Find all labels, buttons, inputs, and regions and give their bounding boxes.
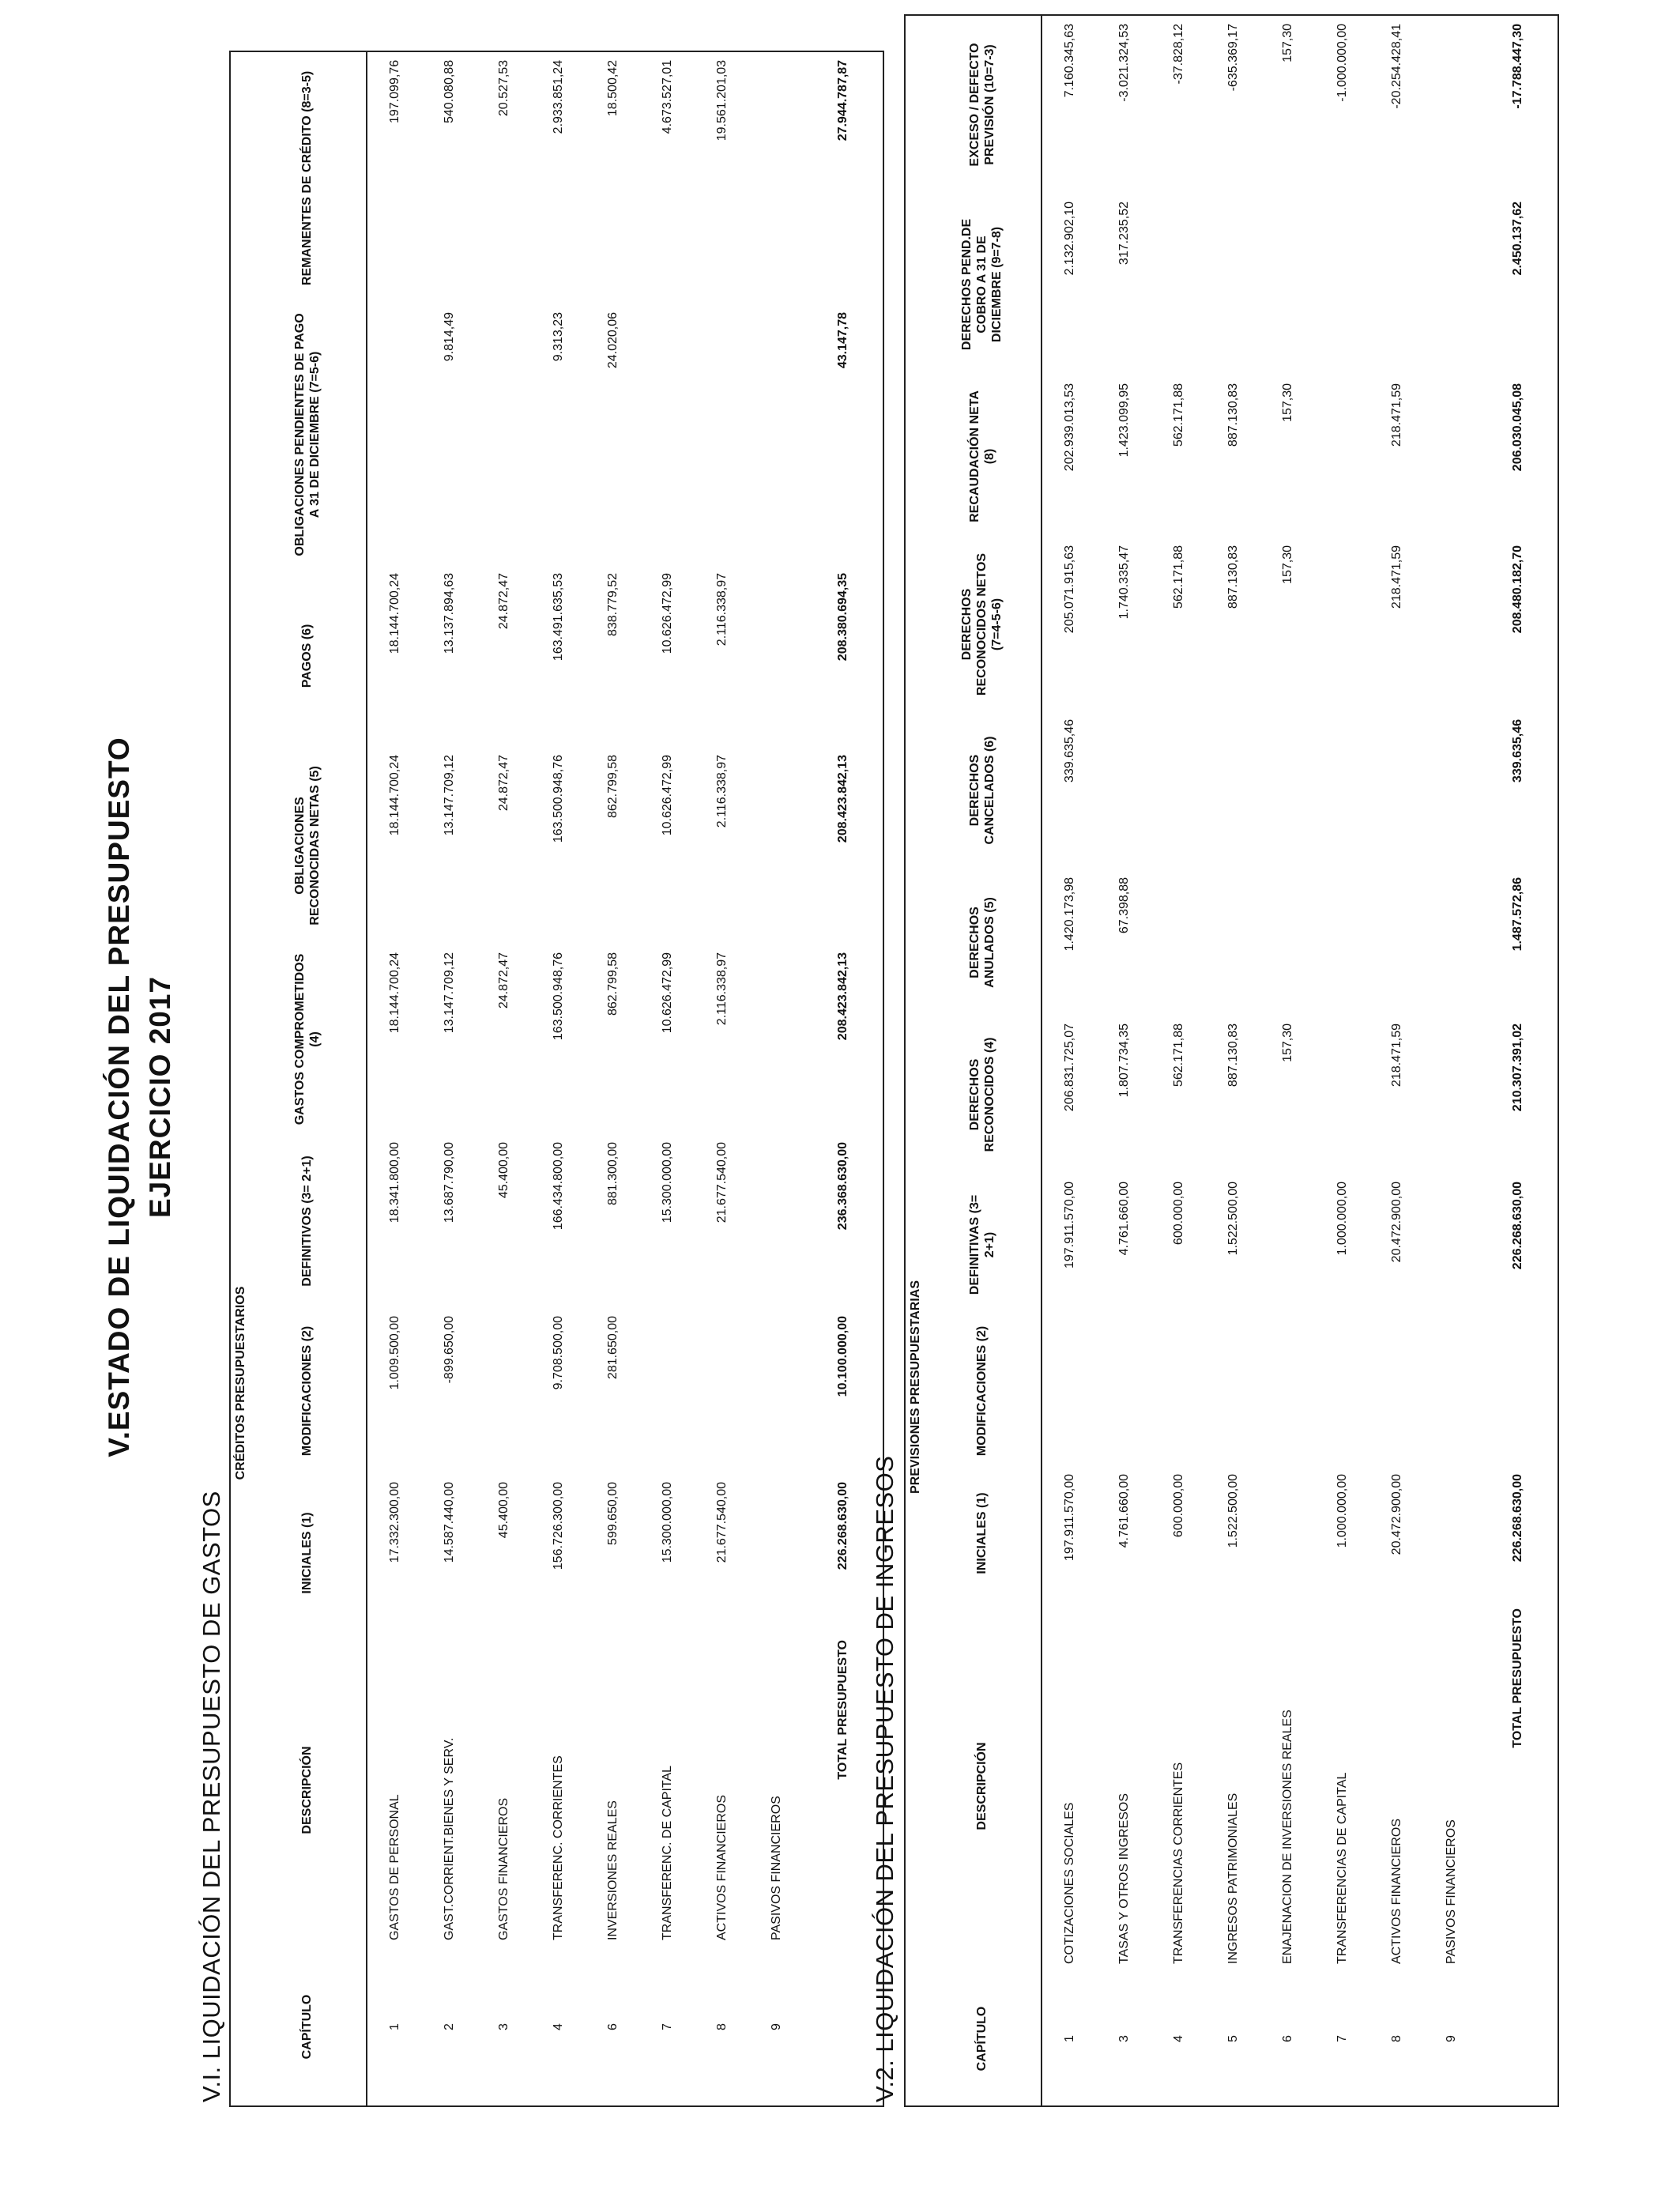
total-cell-remanentes: 27.944.787,87	[836, 59, 849, 141]
header-derechos-reconocidos: DERECHOS RECONOCIDOS (4)	[923, 1016, 1042, 1174]
cell-capitulo: 3	[1117, 2035, 1131, 2042]
table-row	[1206, 15, 1260, 2106]
cell-anulados	[1206, 869, 1260, 1016]
cell-iniciales: 197.911.570,00	[1062, 1474, 1076, 1562]
cell-cancelados	[1369, 711, 1424, 869]
cell-pagos: 13.137.894,63	[442, 572, 456, 654]
cell-netos: 157,30	[1280, 545, 1294, 584]
cell-pendientes: 9.313,23	[551, 311, 565, 362]
cell-descripcion: TASAS Y OTROS INGRESOS	[1117, 1793, 1131, 1964]
cell-capitulo: 4	[551, 2023, 565, 2030]
cell-capitulo: 5	[1226, 2035, 1240, 2042]
table-row	[1097, 15, 1151, 2106]
cell-exceso: -1.000.000,00	[1335, 23, 1349, 102]
cell-exceso: 7.160.345,63	[1062, 23, 1076, 98]
header-derechos-cancelados: DERECHOS CANCELADOS (6)	[923, 711, 1042, 869]
total-label: TOTAL PRESUPUESTO	[1511, 1608, 1524, 1748]
cell-modificaciones	[1206, 1316, 1260, 1466]
cell-definitivos: 881.300,00	[605, 1141, 620, 1206]
cell-obligaciones: 13.147.709,12	[442, 754, 456, 836]
cell-pendientes: 9.814,49	[442, 311, 456, 362]
cell-cancelados	[1260, 711, 1315, 869]
cell-modificaciones	[1315, 1316, 1369, 1466]
cell-gastos-comprometidos: 24.872,47	[496, 952, 510, 1009]
cell-remanentes: 540.080,88	[442, 59, 456, 123]
cell-descripcion: PASIVOS FINANCIEROS	[1444, 1819, 1458, 1964]
cell-recaudacion: 887.130,83	[1226, 383, 1240, 447]
cell-descripcion: PASIVOS FINANCIEROS	[769, 1796, 783, 1940]
cell-modificaciones	[749, 1308, 804, 1474]
cell-iniciales: 15.300.000,00	[660, 1482, 674, 1563]
table-row	[1042, 15, 1097, 2106]
cell-anulados	[1315, 869, 1369, 1016]
table-row	[1151, 15, 1206, 2106]
table-row	[640, 51, 695, 2106]
cell-reconocidos	[1424, 1016, 1478, 1174]
cell-capitulo: 1	[1062, 2035, 1076, 2042]
cell-remanentes: 20.527,53	[496, 59, 510, 117]
cell-definitivos: 45.400,00	[496, 1141, 510, 1199]
cell-iniciales: 14.587.440,00	[442, 1482, 456, 1563]
cell-definitivas: 1.522.500,00	[1226, 1181, 1240, 1256]
cell-exceso: -37.828,12	[1171, 23, 1185, 85]
cell-modificaciones	[1097, 1316, 1151, 1466]
cell-anulados: 67.398,88	[1117, 876, 1131, 934]
cell-descripcion: INGRESOS PATRIMONIALES	[1226, 1793, 1240, 1964]
cell-anulados	[1151, 869, 1206, 1016]
total-cell-definitivos: 236.368.630,00	[836, 1141, 849, 1231]
cell-iniciales: 156.726.300,00	[551, 1482, 565, 1570]
cell-obligaciones: 24.872,47	[496, 754, 510, 812]
page-subtitle: EJERCICIO 2017	[144, 975, 176, 1219]
cell-pagos: 18.144.700,24	[387, 572, 401, 654]
total-label: TOTAL PRESUPUESTO	[836, 1640, 849, 1780]
table-row	[749, 51, 804, 2106]
cell-reconocidos	[1315, 1016, 1369, 1174]
cell-remanentes	[749, 51, 804, 304]
cell-descripcion: TRANSFERENCIAS DE CAPITAL	[1335, 1772, 1349, 1964]
cell-modificaciones: -899.650,00	[442, 1316, 456, 1384]
table-row	[586, 51, 640, 2106]
cell-capitulo: 3	[496, 2023, 510, 2030]
header-derechos-anulados: DERECHOS ANULADOS (5)	[923, 869, 1042, 1016]
cell-descripcion: GASTOS DE PERSONAL	[387, 1794, 401, 1940]
cell-reconocidos: 887.130,83	[1226, 1023, 1240, 1088]
cell-definitivos: 166.434.800,00	[551, 1141, 565, 1231]
cell-netos: 218.471,59	[1389, 545, 1403, 609]
header-pagos: PAGOS (6)	[248, 565, 367, 747]
cell-gastos-comprometidos: 18.144.700,24	[387, 952, 401, 1034]
cell-pagos: 838.779,52	[605, 572, 620, 637]
cell-remanentes: 2.933.851,24	[551, 59, 565, 134]
cell-capitulo: 6	[605, 2023, 620, 2030]
ingresos-table-body	[1042, 15, 1558, 2106]
cell-reconocidos: 218.471,59	[1389, 1023, 1403, 1088]
section-title-gastos: V.I. LIQUIDACIÓN DEL PRESUPUESTO DE GASTOS	[198, 1491, 225, 2102]
cell-iniciales: 45.400,00	[496, 1482, 510, 1539]
cell-descripcion: GAST.CORRIENT.BIENES Y SERV.	[442, 1737, 456, 1940]
cell-descripcion: INVERSIONES REALES	[605, 1800, 620, 1940]
header-modificaciones: MODIFICACIONES (2)	[248, 1308, 367, 1474]
header-exceso-defecto: EXCESO / DEFECTO PREVISIÓN (10=7-3)	[923, 15, 1042, 194]
cell-reconocidos: 157,30	[1280, 1023, 1294, 1062]
gastos-table	[229, 51, 884, 2107]
cell-pagos: 10.626.472,99	[660, 572, 674, 654]
total-cell-gastos-comprometidos: 208.423.842,13	[836, 952, 849, 1041]
cell-modificaciones	[1151, 1316, 1206, 1466]
cell-cancelados	[1424, 711, 1478, 869]
cell-iniciales: 4.761.660,00	[1117, 1474, 1131, 1548]
cell-remanentes: 197.099,76	[387, 59, 401, 123]
cell-gastos-comprometidos: 163.500.948,76	[551, 952, 565, 1041]
total-cell-modificaciones	[1478, 1316, 1558, 1466]
section-title-ingresos: V.2. LIQUIDACIÓN DEL PRESUPUESTO DE INGRESOS	[871, 1455, 898, 2102]
cell-descripcion: TRANSFERENC. CORRIENTES	[551, 1755, 565, 1940]
cell-definitivas: 1.000.000,00	[1335, 1181, 1349, 1256]
cell-gastos-comprometidos: 862.799,58	[605, 952, 620, 1016]
cell-iniciales: 1.522.500,00	[1226, 1474, 1240, 1548]
header-obligaciones-reconocidas: OBLIGACIONES RECONOCIDAS NETAS (5)	[248, 747, 367, 944]
cell-recaudacion: 157,30	[1280, 383, 1294, 422]
cell-descripcion: ENAJENACION DE INVERSIONES REALES	[1280, 1710, 1294, 1964]
cell-cancelados	[1151, 711, 1206, 869]
total-cell-reconocidos: 210.307.391,02	[1511, 1023, 1524, 1112]
cell-netos: 887.130,83	[1226, 545, 1240, 609]
header-capitulo: CAPÍTULO	[923, 1972, 1042, 2106]
table-row	[1315, 15, 1369, 2106]
total-cell-definitivas: 226.268.630,00	[1511, 1181, 1524, 1270]
total-cell-pendientes: 43.147,78	[836, 311, 849, 369]
cell-reconocidos: 1.807.734,35	[1117, 1023, 1131, 1098]
cell-capitulo: 9	[1444, 2035, 1458, 2042]
total-cell-iniciales: 226.268.630,00	[836, 1482, 849, 1570]
table-row	[1369, 15, 1424, 2106]
cell-modificaciones	[477, 1308, 531, 1474]
cell-reconocidos: 562.171,88	[1171, 1023, 1185, 1088]
cell-descripcion: ACTIVOS FINANCIEROS	[714, 1794, 729, 1940]
table-row	[422, 51, 477, 2106]
cell-recaudacion	[1315, 375, 1369, 537]
cell-netos: 562.171,88	[1171, 545, 1185, 609]
cell-modificaciones	[1260, 1316, 1315, 1466]
cell-pendientes	[640, 304, 695, 565]
cell-descripcion: ACTIVOS FINANCIEROS	[1389, 1818, 1403, 1964]
total-cell-anulados: 1.487.572,86	[1511, 876, 1524, 952]
ingresos-table-header	[905, 15, 1042, 2106]
cell-modificaciones	[640, 1308, 695, 1474]
cell-descripcion: COTIZACIONES SOCIALES	[1062, 1802, 1076, 1964]
gastos-table-body	[367, 51, 883, 2106]
cell-iniciales: 599.650,00	[605, 1482, 620, 1546]
cell-recaudacion: 202.939.013,53	[1062, 383, 1076, 472]
table-row	[367, 51, 422, 2106]
total-cell-iniciales: 226.268.630,00	[1511, 1474, 1524, 1563]
cell-descripcion: TRANSFERENCIAS CORRIENTES	[1171, 1762, 1185, 1964]
cell-cancelados	[1097, 711, 1151, 869]
cell-definitivos: 13.687.790,00	[442, 1141, 456, 1223]
cell-gastos-comprometidos: 13.147.709,12	[442, 952, 456, 1034]
cell-exceso: -3.021.324,53	[1117, 23, 1131, 102]
cell-pendientes	[1369, 194, 1424, 375]
cell-pagos: 163.491.635,53	[551, 572, 565, 662]
cell-remanentes: 4.673.527,01	[660, 59, 674, 134]
cell-iniciales: 21.677.540,00	[714, 1482, 729, 1563]
cell-definitivas: 4.761.660,00	[1117, 1181, 1131, 1256]
header-group-creditos: CRÉDITOS PRESUPUESTARIOS	[234, 1286, 247, 1480]
cell-capitulo: 1	[387, 2023, 401, 2030]
cell-netos	[1424, 537, 1478, 711]
cell-obligaciones: 163.500.948,76	[551, 754, 565, 843]
cell-modificaciones	[1369, 1316, 1424, 1466]
table-row	[1260, 15, 1315, 2106]
header-descripcion: DESCRIPCIÓN	[923, 1600, 1042, 1972]
page-title: V.ESTADO DE LIQUIDACIÓN DEL PRESUPUESTO	[103, 737, 135, 1457]
cell-definitivos: 21.677.540,00	[714, 1141, 729, 1223]
header-iniciales: INICIALES (1)	[923, 1466, 1042, 1600]
cell-pendientes	[477, 304, 531, 565]
cell-capitulo: 8	[1389, 2035, 1403, 2042]
cell-capitulo: 8	[714, 2023, 729, 2030]
cell-pagos: 24.872,47	[496, 572, 510, 630]
table-row	[1424, 15, 1478, 2106]
cell-reconocidos: 206.831.725,07	[1062, 1023, 1076, 1112]
cell-obligaciones: 862.799,58	[605, 754, 620, 819]
total-cell-pagos: 208.380.694,35	[836, 572, 849, 662]
header-definitivos: DEFINITIVOS (3= 2+1)	[248, 1134, 367, 1308]
cell-exceso: -635.369,17	[1226, 23, 1240, 92]
cell-modificaciones: 281.650,00	[605, 1316, 620, 1380]
cell-pendientes	[367, 304, 422, 565]
cell-iniciales	[749, 1474, 804, 1632]
cell-pendientes	[695, 304, 749, 565]
cell-obligaciones: 2.116.338,97	[714, 754, 729, 828]
cell-obligaciones: 18.144.700,24	[387, 754, 401, 836]
cell-iniciales: 600.000,00	[1171, 1474, 1185, 1538]
cell-cancelados	[1206, 711, 1260, 869]
cell-obligaciones: 10.626.472,99	[660, 754, 674, 836]
cell-gastos-comprometidos	[749, 944, 804, 1134]
cell-pendientes	[1151, 194, 1206, 375]
cell-capitulo: 4	[1171, 2035, 1185, 2042]
cell-descripcion: TRANSFERENC. DE CAPITAL	[660, 1765, 674, 1940]
cell-gastos-comprometidos: 10.626.472,99	[660, 952, 674, 1034]
cell-pendientes: 24.020,06	[605, 311, 620, 369]
header-definitivas: DEFINITIVAS (3= 2+1)	[923, 1174, 1042, 1316]
cell-modificaciones: 1.009.500,00	[387, 1316, 401, 1390]
cell-recaudacion	[1424, 375, 1478, 537]
cell-definitivos: 18.341.800,00	[387, 1141, 401, 1223]
header-modificaciones: MODIFICACIONES (2)	[923, 1316, 1042, 1466]
header-descripcion: DESCRIPCIÓN	[248, 1632, 367, 1948]
header-gastos-comprometidos: GASTOS COMPROMETIDOS (4)	[248, 944, 367, 1134]
cell-pagos	[749, 565, 804, 747]
cell-remanentes: 19.561.201,03	[714, 59, 729, 141]
ingresos-table	[904, 14, 1559, 2107]
table-row	[531, 51, 586, 2106]
header-capitulo: CAPÍTULO	[248, 1948, 367, 2106]
cell-exceso: -20.254.428,41	[1389, 23, 1403, 109]
cell-gastos-comprometidos: 2.116.338,97	[714, 952, 729, 1026]
cell-pendientes	[1206, 194, 1260, 375]
cell-exceso: 157,30	[1280, 23, 1294, 62]
cell-pendientes	[1315, 194, 1369, 375]
cell-iniciales: 1.000.000,00	[1335, 1474, 1349, 1548]
cell-pendientes: 2.132.902,10	[1062, 201, 1076, 276]
total-cell-cancelados: 339.635,46	[1511, 718, 1524, 783]
cell-pendientes: 317.235,52	[1117, 201, 1131, 266]
table-row	[477, 51, 531, 2106]
header-recaudacion-neta: RECAUDACIÓN NETA (8)	[923, 375, 1042, 537]
total-row	[1478, 15, 1558, 2106]
cell-modificaciones	[1424, 1316, 1478, 1466]
cell-anulados	[1424, 869, 1478, 1016]
cell-capitulo: 7	[660, 2023, 674, 2030]
cell-pagos: 2.116.338,97	[714, 572, 729, 647]
cell-recaudacion: 1.423.099,95	[1117, 383, 1131, 458]
cell-anulados	[1260, 869, 1315, 1016]
cell-iniciales: 17.332.300,00	[387, 1482, 401, 1563]
cell-netos: 1.740.335,47	[1117, 545, 1131, 620]
cell-capitulo: 6	[1280, 2035, 1294, 2042]
cell-exceso	[1424, 15, 1478, 194]
cell-modificaciones	[1042, 1316, 1097, 1466]
header-group-previsiones: PREVISIONES PRESUPUESTARIAS	[909, 1280, 922, 1494]
cell-recaudacion: 218.471,59	[1389, 383, 1403, 447]
total-cell-exceso: -17.788.447,30	[1511, 23, 1524, 109]
cell-iniciales: 20.472.900,00	[1389, 1474, 1403, 1555]
cell-definitivas	[1424, 1174, 1478, 1316]
header-obligaciones-pendientes: OBLIGACIONES PENDIENTES DE PAGO A 31 DE DICIEMBRE (7=5-6)	[248, 304, 367, 565]
cell-definitivas: 20.472.900,00	[1389, 1181, 1403, 1263]
cell-netos: 205.071.915,63	[1062, 545, 1076, 634]
cell-capitulo: 2	[442, 2023, 456, 2030]
cell-descripcion: GASTOS FINANCIEROS	[496, 1797, 510, 1940]
cell-iniciales	[1260, 1466, 1315, 1600]
cell-pendientes	[749, 304, 804, 565]
cell-anulados	[1369, 869, 1424, 1016]
cell-capitulo: 7	[1335, 2035, 1349, 2042]
cell-modificaciones: 9.708.500,00	[551, 1316, 565, 1390]
cell-iniciales	[1424, 1466, 1478, 1600]
header-remanentes: REMANENTES DE CRÉDITO (8=3-5)	[248, 51, 367, 304]
cell-capitulo: 9	[769, 2023, 783, 2030]
header-derechos-netos: DERECHOS RECONOCIDOS NETOS (7=4-5-6)	[923, 537, 1042, 711]
cell-definitivas	[1260, 1174, 1315, 1316]
cell-obligaciones	[749, 747, 804, 944]
cell-definitivas: 197.911.570,00	[1062, 1181, 1076, 1269]
total-cell-pendientes: 2.450.137,62	[1511, 201, 1524, 276]
cell-pendientes	[1260, 194, 1315, 375]
cell-cancelados	[1315, 711, 1369, 869]
cell-definitivos: 15.300.000,00	[660, 1141, 674, 1223]
cell-remanentes: 18.500,42	[605, 59, 620, 117]
gastos-table-header	[230, 51, 367, 2106]
header-iniciales: INICIALES (1)	[248, 1474, 367, 1632]
cell-anulados: 1.420.173,98	[1062, 876, 1076, 952]
total-cell-recaudacion: 206.030.045,08	[1511, 383, 1524, 472]
cell-cancelados: 339.635,46	[1062, 718, 1076, 783]
total-cell-modificaciones: 10.100.000,00	[836, 1316, 849, 1397]
total-cell-netos: 208.480.182,70	[1511, 545, 1524, 634]
cell-definitivos	[749, 1134, 804, 1308]
total-cell-obligaciones: 208.423.842,13	[836, 754, 849, 843]
cell-pendientes	[1424, 194, 1478, 375]
table-row	[695, 51, 749, 2106]
cell-definitivas: 600.000,00	[1171, 1181, 1185, 1246]
header-derechos-pendientes: DERECHOS PEND.DE COBRO A 31 DE DICIEMBRE (9=7-8)	[923, 194, 1042, 375]
cell-recaudacion: 562.171,88	[1171, 383, 1185, 447]
cell-modificaciones	[695, 1308, 749, 1474]
cell-netos	[1315, 537, 1369, 711]
